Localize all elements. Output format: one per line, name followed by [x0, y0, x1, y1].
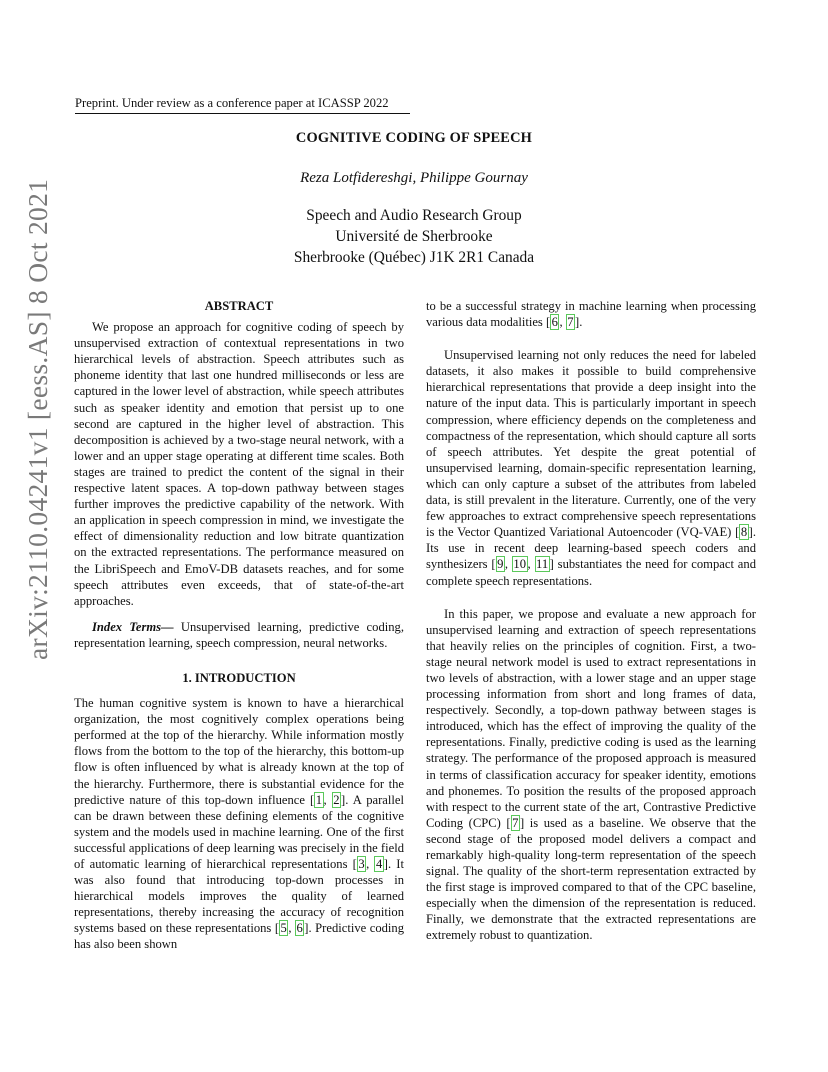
paragraph-text: ,: [366, 857, 375, 871]
citation-link[interactable]: 6: [551, 315, 558, 330]
index-terms-label: Index Terms—: [92, 619, 174, 634]
left-column: [74, 298, 404, 953]
citation-link[interactable]: 4: [375, 857, 383, 871]
citation-link[interactable]: 2: [333, 792, 340, 807]
paragraph-text: The human cognitive system is known to have a hierarchical organization, the most cognitively complex operations being performed at the top of the hierarchy. While information mostly flows from the bottom to the top of the hierarchy, this bottom-up flow is often influenced by what is already known at the top of the hierarchy. Furthermore, there is substantial evidence for the predictive nature of this top-down influence [: [74, 696, 404, 807]
intro-paragraph-1: [74, 695, 404, 953]
citation-link[interactable]: 7: [567, 315, 574, 330]
preprint-notice: Preprint. Under review as a conference paper at ICASSP 2022: [75, 96, 389, 110]
paragraph-text: ] is used as a baseline. We observe that the second stage of the proposed model delivers a compact and remarkably high-quality long-term representation of the speech signal. The quality of the short-term representation extracted by the first stage is improved compared to that of the CPC baseline, especially when the dimension of the representation is reduced. Finally, we demonstrate that the extracted representations are extremely robust to quantization.: [426, 815, 756, 943]
intro-heading: 1. INTRODUCTION: [182, 670, 296, 685]
citation-link[interactable]: 8: [740, 525, 748, 540]
intro-paragraph-1-continued: [426, 298, 756, 330]
authors: Reza Lotfidereshgi, Philippe Gournay: [300, 170, 528, 186]
intro-paragraph-2: [426, 347, 756, 588]
paper-title: COGNITIVE CODING OF SPEECH: [295, 130, 533, 146]
paragraph-text: ,: [504, 557, 512, 572]
index-terms: [74, 619, 404, 651]
affiliation-line: Sherbrooke (Québec) J1K 2R1 Canada: [293, 249, 535, 266]
citation-link[interactable]: 3: [358, 857, 365, 871]
intro-paragraph-3: [426, 606, 756, 944]
index-terms-text: Unsupervised learning, predictive coding, representation learning, speech compression, neural networks.: [74, 619, 404, 650]
paragraph-text: ]. Predictive coding has also been shown: [74, 921, 405, 952]
abstract-heading: ABSTRACT: [204, 299, 274, 313]
paragraph-text: ].: [575, 315, 583, 330]
citation-link[interactable]: 5: [280, 921, 287, 936]
abstract-text: We propose an approach for cognitive coding of speech by unsupervised extraction of contextual representations in two hierarchical levels of abstraction. Speech attributes such as phoneme identity that last one hundred milliseconds or less are captured in the lower level of abstraction, while speech attributes such as speaker identity and emotion that persist up to one second are captured in the higher level of abstraction. This decomposition is achieved by a two-stage neural network, with a lower and an upper stage operating at different time scales. Both stages are trained to predict the content of the signal in their respective latent spaces. A top-down pathway between stages further improves the predictive capability of the network. With an application in speech compression in mind, we investigate the effect of dimensionality reduction and low bitrate quantization on the extracted representations. The performance measured on the LibriSpeech and EmoV-DB datasets reaches, and for some speech attributes even exceeds, that of state-of-the-art approaches.: [74, 320, 404, 608]
right-column: [426, 298, 756, 944]
paragraph-text: to be a successful strategy in machine learning when processing various data modalities [: [426, 299, 756, 330]
paragraph-text: ,: [559, 315, 566, 330]
affiliation: [0, 205, 828, 268]
citation-link[interactable]: 10: [513, 557, 526, 572]
paragraph-text: ,: [527, 557, 535, 572]
citation-link[interactable]: 9: [497, 557, 504, 572]
paragraph-text: ]. Its use in recent deep learning-based speech coders and synthesizers [: [426, 525, 756, 572]
affiliation-line: Université de Sherbrooke: [335, 228, 493, 245]
citation-link[interactable]: 1: [315, 792, 323, 807]
affiliation-line: Speech and Audio Research Group: [306, 207, 522, 224]
citation-link[interactable]: 7: [512, 815, 519, 830]
paragraph-text: ,: [288, 921, 295, 936]
paragraph-text: ]. A parallel can be drawn between these defining elements of the cognitive system and the models used in machine learning. One of the first successful applications of deep learning was precisely in the field of automatic learning of hierarchical representations [: [74, 792, 404, 871]
citation-link[interactable]: 11: [536, 557, 549, 572]
preprint-underline: [75, 113, 410, 114]
paragraph-text: In this paper, we propose and evaluate a new approach for unsupervised learning and extraction of speech representations that heavily relies on the principles of cognition. First, a two-stage neural network model is used to extract representations in two levels of abstraction, with a lower stage and an upper stage processing information from short and long frames of data, respectively. Secondly, a top-down pathway between stages is introduced, which has the effect of improving the quality of the representations. Finally, predictive coding is used as the learning strategy. The performance of the proposed approach is measured in terms of classification accuracy for speaker identity, emotions and phonemes. To position the results of the proposed approach with respect to the current state of the art, Contrastive Predictive Coding (CPC) [: [426, 606, 756, 830]
paragraph-text: Unsupervised learning not only reduces the need for labeled datasets, it also makes it possible to build comprehensive hierarchical representations that provide a deep insight into the nature of the input data. This is particularly important in speech compression, where efficiency depends on the completeness and compactness of the representation, which should capture all sorts of speech attributes. Yet despite the great potential of unsupervised learning, domain-specific representation learning, which can only capture a subset of the attributes from labeled data, is still prevalent in the literature. Currently, one of the very few approaches to extract comprehensive speech representations is the Vector Quantized Variational Autoencoder (VQ-VAE) [: [426, 348, 756, 540]
paragraph-text: ]. It was also found that introducing top-down processes in hierarchical models improves the quality of learned representations, thereby increasing the accuracy of recognition systems based on these representations [: [74, 857, 404, 936]
citation-link[interactable]: 6: [296, 921, 303, 936]
paragraph-text: ,: [323, 792, 332, 807]
arxiv-stamp: arXiv:2110.04241v1 [eess.AS] 8 Oct 2021: [22, 178, 53, 660]
paragraph-text: ] substantiates the need for compact and complete speech representations.: [426, 557, 756, 588]
